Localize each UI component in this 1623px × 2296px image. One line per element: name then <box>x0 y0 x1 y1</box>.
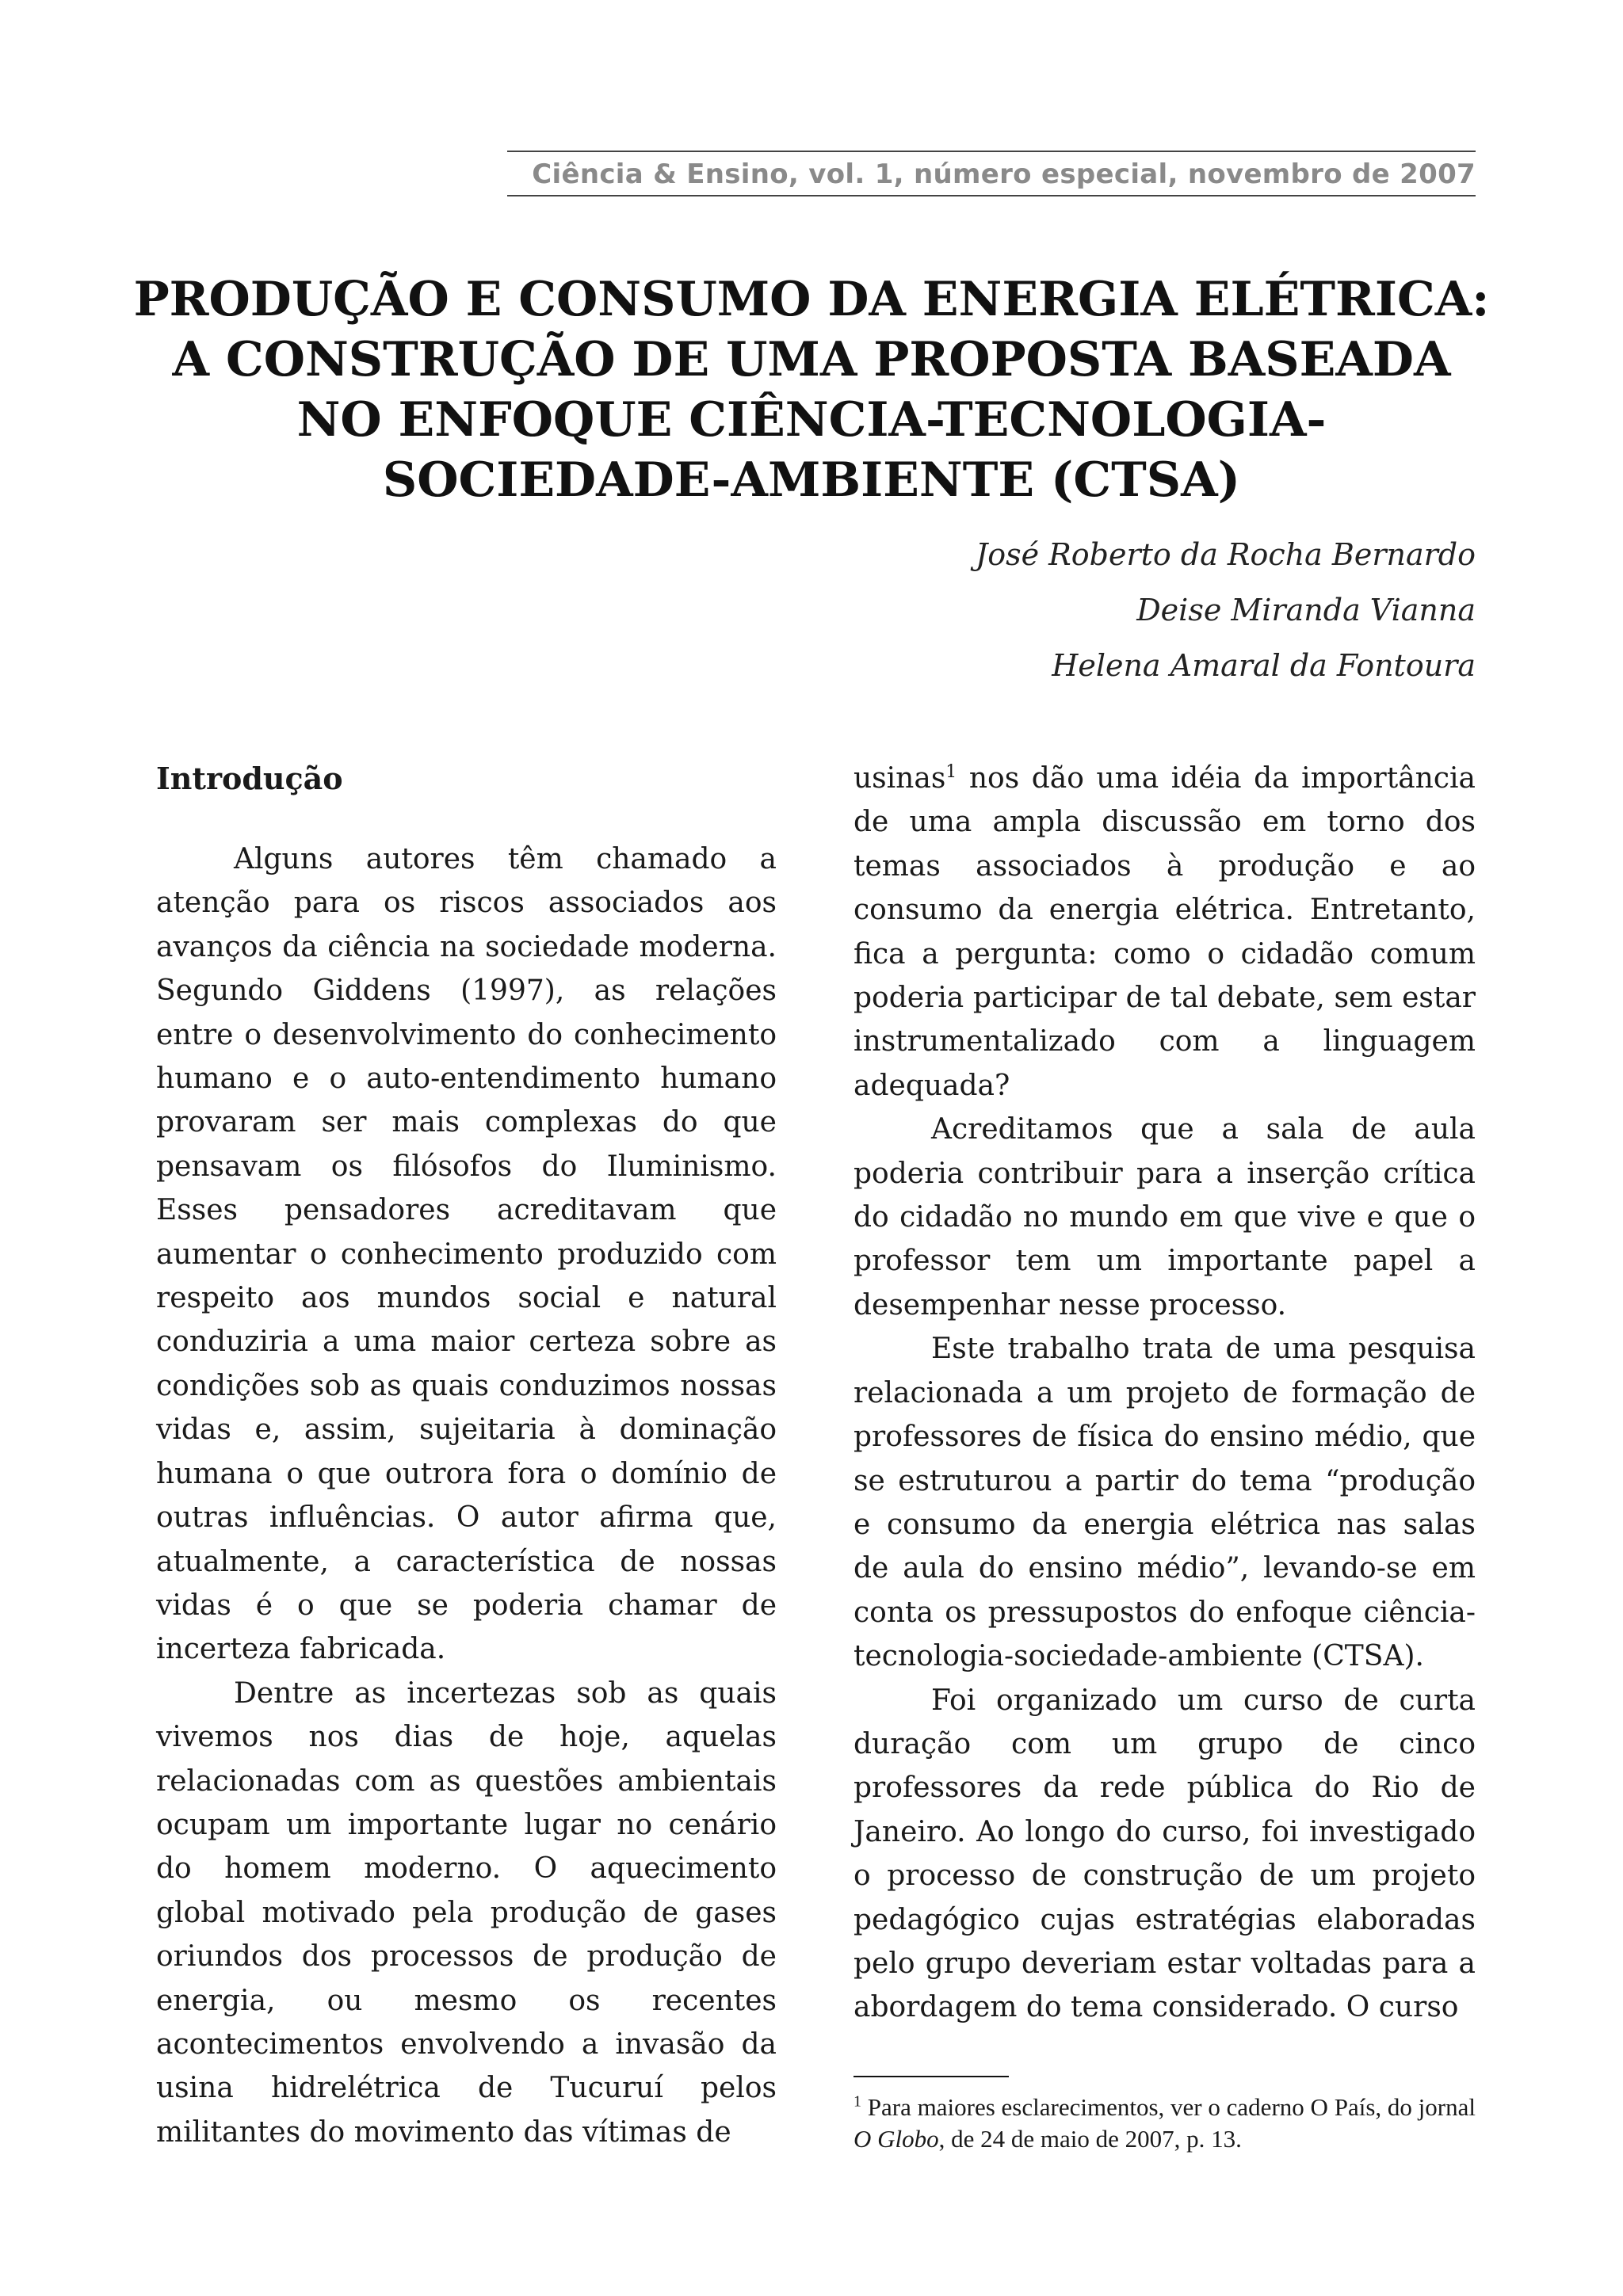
title-line: SOCIEDADE-AMBIENTE (CTSA) <box>382 452 1241 508</box>
footnote-text: Para maiores esclarecimentos, ver o caderno O País, do jornal <box>861 2093 1476 2121</box>
footnote-text-end: , de 24 de maio de 2007, p. 13. <box>938 2125 1242 2153</box>
title-line: PRODUÇÃO E CONSUMO DA ENERGIA ELÉTRICA: <box>133 272 1490 327</box>
body-paragraph: Dentre as incertezas sob as quais vivemos nos dias de hoje, aquelas relacionadas com as questões ambientais ocupam um importante lugar no cenário do homem moderno. O aquecimento global motivado pela produção de gases oriundos dos processos de produção de energia, ou mesmo os recentes acontecimentos envolvendo a invasão da usina hidrelétrica de Tucuruí pelos militantes do movimento das vítimas de <box>156 1676 777 2149</box>
body-paragraph: Este trabalho trata de uma pesquisa relacionada a um projeto de formação de professores de física do ensino médio, que se estruturou a partir do tema “produção e consumo da energia elétrica nas salas de aula do ensino médio”, levando-se em conta os pressupostos do enfoque ciência-tecnologia-sociedade-ambiente (CTSA). <box>854 1333 1476 1673</box>
left-column <box>156 757 777 2154</box>
footnote-journal-name: O Globo <box>854 2125 939 2153</box>
body-paragraph: Alguns autores têm chamado a atenção para os riscos associados aos avanços da ciência na sociedade moderna. Segundo Giddens (1997), as relações entre o desenvolvimento do conhecimento humano e o auto-entendimento humano provaram ser mais complexas do que pensavam os filósofos do Iluminismo. Esses pensadores acreditavam que aumentar o conhecimento produzido com respeito aos mundos social e natural conduziria a uma maior certeza sobre as condições sob as quais conduzimos nossas vidas e, assim, sujeitaria à dominação humana o que outrora fora o domínio de outras influências. O autor afirma que, atualmente, a característica de nossas vidas é o que se poderia chamar de incerteza fabricada. <box>156 843 777 1666</box>
body-paragraph: Acreditamos que a sala de aula poderia contribuir para a inserção crítica do cidadão no mundo em que vive e que o professor tem um importante papel a desempenhar nesse processo. <box>854 1113 1476 1322</box>
section-heading: Introdução <box>156 761 343 796</box>
author-name: José Roberto da Rocha Bernardo <box>976 537 1476 572</box>
paper-title <box>119 269 1504 510</box>
author-list <box>976 527 1476 693</box>
continuation-text: nos dão uma idéia da importância de uma ampla discussão em torno dos temas associados à produção e ao consumo da energia elétrica. Entretanto, fica a pergunta: como o cidadão comum poderia participar de tal debate, sem estar instrumentalizado com a linguagem adequada? <box>854 762 1476 1102</box>
body-paragraph: Foi organizado um curso de curta duração com um grupo de cinco professores da rede pública do Rio de Janeiro. Ao longo do curso, foi investigado o processo de construção de um projeto pedagógico cujas estratégias elaboradas pelo grupo deveriam estar voltadas para a abordagem do tema considerado. O curso <box>854 1684 1476 2024</box>
right-column <box>854 757 1476 2030</box>
journal-header: Ciência & Ensino, vol. 1, número especial, novembro de 2007 <box>507 151 1476 196</box>
title-line: NO ENFOQUE CIÊNCIA-TECNOLOGIA- <box>296 392 1327 448</box>
body-paragraph-continued <box>854 757 1476 1108</box>
footnote-divider <box>854 2076 1009 2077</box>
author-name: Helena Amaral da Fontoura <box>1052 648 1476 683</box>
footnote-ref[interactable]: 1 <box>945 762 957 782</box>
author-name: Deise Miranda Vianna <box>1136 593 1476 627</box>
footnote-marker: 1 <box>854 2092 861 2111</box>
continuation-word: usinas <box>854 762 946 795</box>
title-line: A CONSTRUÇÃO DE UMA PROPOSTA BASEADA <box>172 332 1451 387</box>
footnote <box>854 2092 1476 2155</box>
